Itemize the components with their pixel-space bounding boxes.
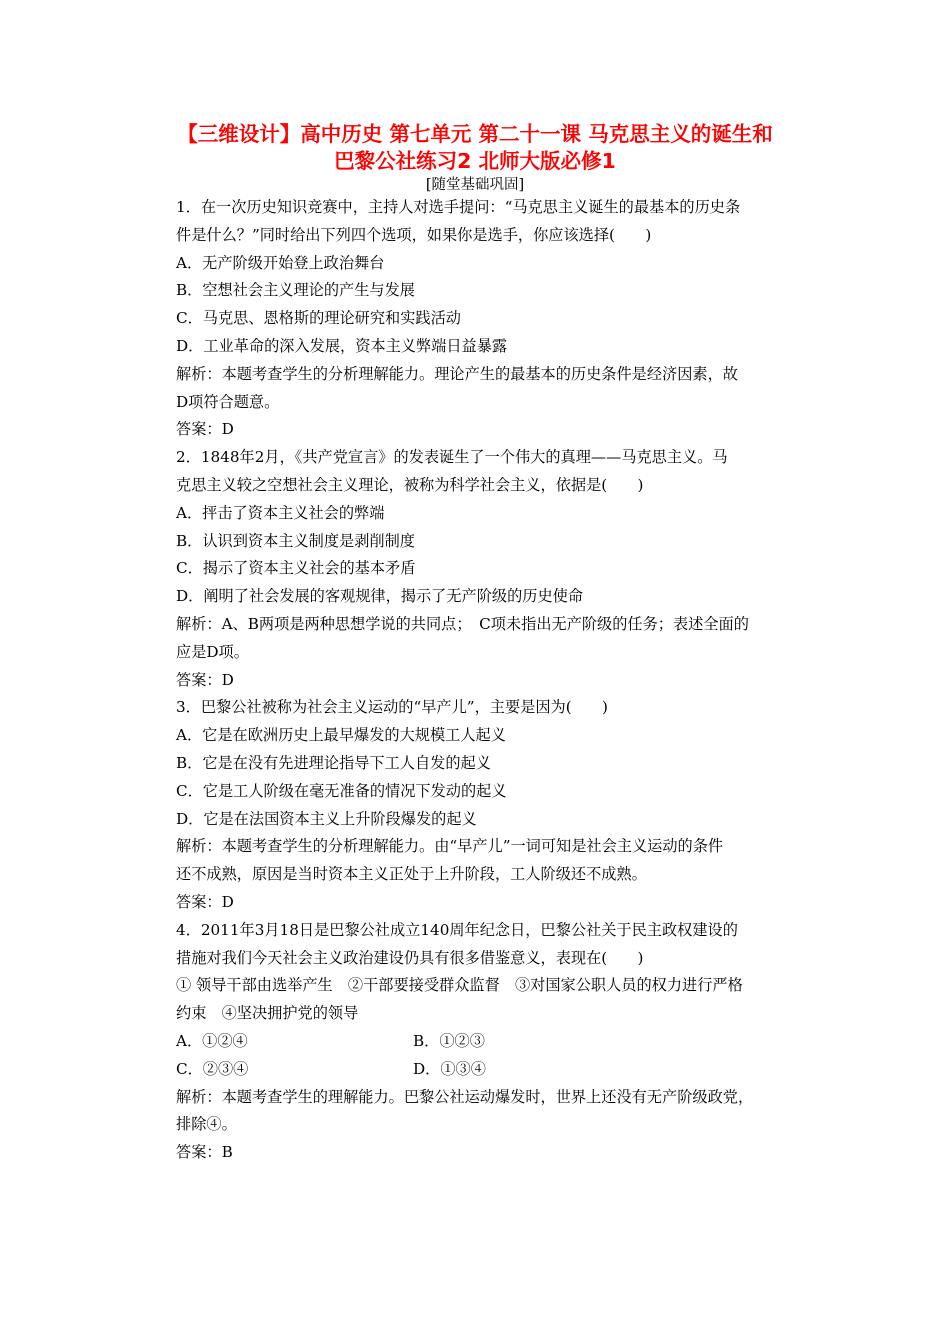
q4-option-c: C．②③④ [176, 1059, 249, 1078]
q1-answer: 答案：D [176, 420, 234, 439]
q3-option-c: C．它是工人阶级在毫无准备的情况下发动的起义 [176, 781, 507, 800]
q4-options-row-2 [176, 1056, 812, 1084]
q2-option-b: B．认识到资本主义制度是剥削制度 [176, 531, 415, 550]
q1-option-d: D．工业革命的深入发展，资本主义弊端日益暴露 [176, 336, 508, 355]
q3-explanation-line-1: 解析：本题考查学生的分析理解能力。由“早产儿”一词可知是社会主义运动的条件 [176, 837, 724, 856]
q4-explanation-line-1: 解析：本题考查学生的理解能力。巴黎公社运动爆发时，世界上还没有无产阶级政党， [176, 1087, 754, 1106]
q3-option-b: B．它是在没有先进理论指导下工人自发的起义 [176, 753, 491, 772]
q1-option-a: A．无产阶级开始登上政治舞台 [176, 253, 385, 272]
q1-stem-line-1: 1．在一次历史知识竞赛中，主持人对选手提问：“马克思主义诞生的最基本的历史条 [176, 198, 741, 216]
q2-explanation-line-2: 应是D项。 [176, 642, 249, 661]
q2-option-d: D．阐明了社会发展的客观规律，揭示了无产阶级的历史使命 [176, 587, 584, 606]
q4-options-row-1 [176, 1028, 812, 1056]
title-line-1: 【三维设计】高中历史 第七单元 第二十一课 马克思主义的诞生和 [177, 122, 773, 146]
question-list [176, 194, 812, 1167]
q4-stem-line-1: 4．2011年3月18日是巴黎公社成立140周年纪念日，巴黎公社关于民主政权建设的 [176, 920, 738, 939]
q2-option-c: C．揭示了资本主义社会的基本矛盾 [176, 559, 416, 578]
q1-explanation-line-2: D项符合题意。 [176, 392, 280, 411]
q3-option-a: A．它是在欧洲历史上最早爆发的大规模工人起义 [176, 726, 506, 745]
q4-option-a: A．①②④ [176, 1031, 248, 1050]
q4-stem-line-2: 措施对我们今天社会主义政治建设仍具有很多借鉴意义，表现在( ) [176, 948, 644, 967]
title-block [100, 121, 850, 195]
q1-stem-line-2: 件是什么？”同时给出下列四个选项，如果你是选手，你应该选择( ) [176, 225, 652, 244]
q3-answer: 答案：D [176, 892, 234, 911]
q4-answer: 答案：B [176, 1143, 233, 1162]
q2-explanation-line-1: 解析：A、B两项是两种思想学说的共同点； C项未指出无产阶级的任务；表述全面的 [176, 614, 749, 633]
q4-option-d: D．①③④ [413, 1059, 486, 1078]
q2-stem-line-2: 克思主义较之空想社会主义理论，被称为科学社会主义，依据是( ) [176, 475, 644, 494]
q1-option-c: C．马克思、恩格斯的理论研究和实践活动 [176, 309, 461, 328]
q4-option-b: B．①②③ [413, 1031, 485, 1050]
q2-answer: 答案：D [176, 670, 234, 689]
q4-item-line-1: ① 领导干部由选举产生 ②干部要接受群众监督 ③对国家公职人员的权力进行严格 [176, 976, 743, 995]
q4-explanation-line-2: 排除④。 [176, 1115, 237, 1134]
q2-stem-line-1: 2．1848年2月，《共产党宣言》的发表诞生了一个伟大的真理——马克思主义。马 [176, 448, 728, 467]
q1-option-b: B．空想社会主义理论的产生与发展 [176, 281, 415, 300]
q3-option-d: D．它是在法国资本主义上升阶段爆发的起义 [176, 809, 477, 828]
q2-option-a: A．抨击了资本主义社会的弊端 [176, 503, 385, 522]
q3-stem-line-1: 3．巴黎公社被称为社会主义运动的“早产儿”，主要是因为( ) [176, 698, 608, 717]
q1-explanation-line-1: 解析：本题考查学生的分析理解能力。理论产生的最基本的历史条件是经济因素，故 [176, 364, 738, 383]
q4-item-line-2: 约束 ④坚决拥护党的领导 [176, 1004, 359, 1023]
section-heading: [随堂基础巩固] [425, 177, 525, 193]
q3-explanation-line-2: 还不成熟，原因是当时资本主义正处于上升阶段，工人阶级还不成熟。 [176, 865, 647, 884]
title-line-2: 巴黎公社练习2 北师大版必修1 [334, 149, 616, 173]
